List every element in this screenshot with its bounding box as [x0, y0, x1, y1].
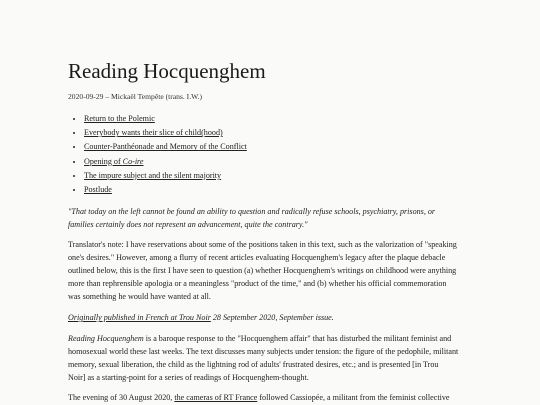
toc-link-slice-of-childhood[interactable]: Everybody wants their slice of child(hood) — [84, 128, 223, 138]
toc-link-postlude[interactable]: Postlude — [84, 185, 112, 195]
toc-item — [84, 126, 247, 140]
original-source-link[interactable] — [68, 313, 211, 322]
epigraph-line: "That today on the left cannot be found an ability to question and radically refuse schools, psychiatry, prisons, or — [68, 207, 436, 216]
intro-line: homosexual world these last weeks. The text discusses many subjects under tension: the figure of the pedophile, militant — [68, 347, 459, 356]
intro-line: memory, sexual liberation, the child as the lightning rod of adults' frustrated desires, etc.; and is presented [in Trou — [68, 360, 439, 369]
intro-paragraph — [68, 332, 458, 384]
evening-suffix: followed Cassiopée, a militant from the feminist collective — [257, 393, 450, 402]
intro-line: is a baroque response to the "Hocquenghem affair" that has disturbed the militant feminist and — [143, 334, 452, 343]
epigraph-line: families certainly does not represent an advancement, quite the contrary." — [68, 220, 308, 229]
evening-paragraph — [68, 391, 450, 404]
toc-link-opening-of-co-ire[interactable] — [84, 157, 144, 166]
post-meta: 2020-09-29 – Mickaël Tempête (trans. I.W.) — [68, 92, 203, 101]
toc-item — [84, 140, 247, 154]
intro-line: Noir] as a starting-point for a series of readings of Hocquenghem-thought. — [68, 373, 309, 382]
original-date: 28 September 2020, September issue. — [210, 313, 334, 322]
note-line: more than rephrensible apologia or a meaningless "product of the time," and (b) whether his official commemoration — [68, 279, 447, 288]
toc-item — [84, 112, 247, 126]
toc-item — [84, 155, 247, 169]
epigraph-quote — [68, 205, 435, 231]
page-title: Reading Hocquenghem — [68, 59, 266, 83]
toc-link-impure-subject[interactable]: The impure subject and the silent majority — [84, 170, 222, 180]
note-line: outlined below, this is the first I have seen to question (a) whether Hocquenghem's writings on childhood were anything — [68, 266, 457, 275]
note-line: Translator's note: I have reservations about some of the positions taken in this text, such as the valorization of "speaking — [68, 240, 457, 249]
toc-link-return-to-polemic[interactable]: Return to the Polemic — [84, 114, 155, 123]
toc-link-prefix: Opening of — [84, 156, 123, 166]
toc-item — [84, 183, 247, 197]
original-publication — [68, 311, 334, 324]
rt-france-link[interactable]: the cameras of RT France — [174, 393, 258, 402]
translator-note — [68, 238, 457, 303]
intro-title: Reading Hocquenghem — [68, 334, 144, 343]
toc-item — [84, 169, 247, 183]
original-source-link-text: Originally published in French at Trou Noir — [68, 313, 211, 322]
toc-link-italic: Co-ire — [122, 156, 144, 166]
evening-prefix: The evening of 30 August 2020, — [68, 393, 175, 402]
note-line: was something he would have wanted at all. — [68, 292, 211, 301]
table-of-contents — [68, 112, 247, 197]
toc-link-counter-pantheonade[interactable]: Counter-Panthéonade and Memory of the Conflict — [84, 142, 247, 152]
note-line: one's desires." However, among a flurry of recent articles evaluating Hocquenghem's legacy after the plaque debacle — [68, 253, 446, 262]
